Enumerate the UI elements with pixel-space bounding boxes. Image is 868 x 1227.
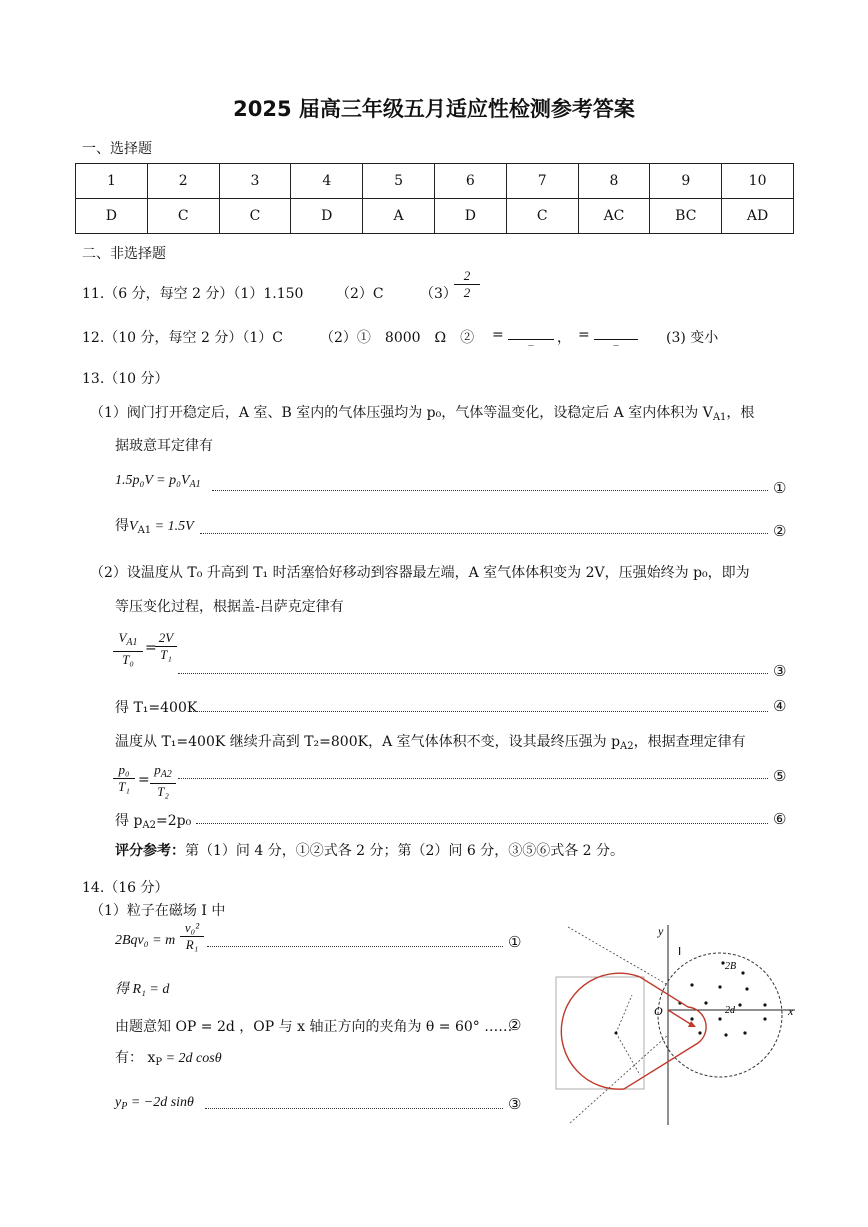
origin-label: O	[654, 1004, 663, 1018]
eq-marker-14-1: ①	[508, 933, 522, 951]
table-row-answers	[76, 199, 794, 234]
q13-f2-pre: 得	[115, 518, 129, 534]
q14-formula5	[115, 1095, 194, 1112]
particle-trajectory	[561, 973, 706, 1089]
q13-f5-den-right: T₂	[157, 784, 169, 799]
q14-f4-text: 有： x	[115, 1050, 156, 1066]
q13-line5-sub: A2	[620, 741, 634, 752]
q12-eq1: =	[492, 327, 504, 343]
eq-marker-6: ⑥	[773, 810, 787, 828]
q11-part1: 11.（6 分，每空 2 分）（1）1.150	[82, 286, 304, 302]
table-cell: AD	[722, 199, 794, 234]
q13-formula6	[115, 810, 191, 831]
table-cell: 1	[76, 164, 148, 199]
q12-comma: ，	[557, 330, 571, 346]
table-cell: 9	[650, 164, 722, 199]
guide-line	[616, 1033, 640, 1075]
q13-f5-left	[113, 762, 135, 795]
y-axis-label: y	[658, 924, 664, 938]
table-cell: BC	[650, 199, 722, 234]
q13-score-text: 第（1）问 4 分，①②式各 2 分；第（2）问 6 分，③⑤⑥式各 2 分。	[185, 843, 625, 859]
q11-fraction	[454, 268, 480, 301]
q13-f5-num-left: p₀	[113, 762, 135, 779]
q13-f5-num-right	[150, 762, 176, 784]
q13-formula1	[115, 473, 201, 490]
center-point	[615, 1032, 618, 1035]
table-row-numbers	[76, 164, 794, 199]
q14-f1-fraction	[180, 920, 204, 953]
trajectory-diagram	[540, 915, 830, 1130]
table-cell: C	[147, 199, 219, 234]
q14-formula4	[115, 1047, 222, 1068]
leader-dots	[200, 533, 768, 534]
q13-f6-text: 得 p	[115, 813, 143, 829]
table-cell: 2	[147, 164, 219, 199]
q11-part2: （2）C	[336, 286, 384, 302]
q12-part3: (3) 变小	[666, 330, 719, 346]
table-cell: 6	[434, 164, 506, 199]
q13-formula2	[115, 515, 194, 536]
q14-f4-end: = 2d cosθ	[162, 1051, 222, 1066]
eq-marker-14-3: ③	[508, 1095, 522, 1113]
leader-dots	[190, 711, 768, 712]
q13-score	[115, 840, 624, 860]
q13-line4: 等压变化过程，根据盖-吕萨克定律有	[115, 599, 344, 615]
q13-line3: （2）设温度从 T₀ 升高到 T₁ 时活塞恰好移动到容器最左端，A 室气体体积变为 2V，压强始终为 p₀，即为	[90, 565, 750, 581]
q13-f6-sub: A2	[142, 820, 157, 831]
q14-formula1-left: 2Bqv₀ = m	[115, 933, 176, 948]
q14-f4-sub: P	[155, 1057, 163, 1068]
q14-f5-end: = −2d sinθ	[127, 1095, 194, 1110]
q11-frac-num: 2	[454, 268, 480, 285]
q13-f5-num-right-sub: A2	[160, 769, 172, 780]
q13-f1-sub: A1	[189, 479, 201, 490]
leader-dots	[196, 823, 768, 824]
eq-marker-2: ②	[773, 522, 787, 540]
eq-marker-1: ①	[773, 479, 787, 497]
q12-blank-1: _	[508, 327, 554, 340]
bounding-rect	[556, 977, 644, 1089]
table-cell: 4	[291, 164, 363, 199]
q13-line1-text: （1）阀门打开稳定后，A 室、B 室内的气体压强均为 p₀，气体等温变化，设稳定后 A 室内体积为 V	[90, 405, 713, 421]
leader-dots	[212, 490, 768, 491]
q13-f3-right	[155, 630, 177, 663]
leader-dots	[178, 673, 768, 674]
q13-f2-end: = 1.5V	[151, 519, 194, 534]
q13-f3-num-right: 2V	[155, 630, 177, 647]
q14-formula3: 由题意知 OP = 2d ，OP 与 x 轴正方向的夹角为 θ = 60° ……	[115, 1019, 513, 1035]
q13-line2: 据玻意耳定律有	[115, 438, 213, 454]
eq-marker-4: ④	[773, 697, 787, 715]
q13-f3-left	[113, 630, 143, 668]
q13-heading: 13.（10 分）	[82, 371, 169, 387]
q13-formula4: 得 T₁=400K	[115, 700, 198, 716]
table-cell: 10	[722, 164, 794, 199]
q11-frac-den: 2	[463, 285, 471, 300]
table-cell: D	[434, 199, 506, 234]
table-cell: D	[76, 199, 148, 234]
table-cell: C	[219, 199, 291, 234]
q13-f5-right	[150, 762, 176, 800]
q13-f6-end: =2p₀	[156, 813, 192, 829]
eq-marker-3: ③	[773, 662, 787, 680]
q13-f1-text: 1.5p₀V = p₀V	[115, 473, 190, 488]
q13-f2-sub: A1	[137, 525, 152, 536]
radius-label: 2d	[725, 1005, 735, 1016]
q13-line5-end: ，根据查理定律有	[633, 734, 746, 750]
table-cell: D	[291, 199, 363, 234]
q13-f2-var: V	[129, 519, 138, 534]
q11-part3: （3）	[420, 286, 457, 302]
q14-line1: （1）粒子在磁场 Ⅰ 中	[90, 903, 226, 919]
leader-dots	[207, 946, 503, 947]
table-cell: 7	[506, 164, 578, 199]
section-choice-heading: 一、选择题	[82, 141, 152, 157]
q14-heading: 14.（16 分）	[82, 880, 169, 896]
section-nonchoice-heading: 二、非选择题	[82, 246, 166, 262]
page-title: 2025 届高三年级五月适应性检测参考答案	[233, 97, 635, 121]
q13-f3-eq: =	[145, 640, 157, 656]
table-cell: 5	[363, 164, 435, 199]
answer-table	[75, 163, 794, 234]
q13-line1-end: ，根	[726, 405, 755, 421]
q12-blank-2: _	[594, 327, 638, 340]
x-axis-label: x	[788, 1004, 794, 1018]
q12-part2: （2）① 8000 Ω ②	[320, 330, 475, 346]
eq-marker-5: ⑤	[773, 767, 787, 785]
guide-line	[570, 1035, 668, 1123]
leader-dots	[205, 1108, 503, 1109]
q13-score-label: 评分参考：	[115, 843, 185, 859]
q14-f5-text: y	[115, 1095, 122, 1110]
q13-line5	[115, 731, 746, 752]
q12-part1: 12.（10 分，每空 2 分）（1）C	[82, 330, 283, 346]
table-cell: AC	[578, 199, 650, 234]
velocity-arrow	[668, 1010, 692, 1025]
q13-f3-den-left: T₀	[122, 652, 134, 667]
eq-marker-14-2: ②	[508, 1016, 522, 1034]
guide-line	[616, 995, 632, 1033]
q13-line1-sub: A1	[712, 412, 727, 423]
q14-formula2: 得 R₁ = d	[115, 982, 170, 997]
q13-line5-text: 温度从 T₁=400K 继续升高到 T₂=800K，A 室气体体积不变，设其最终压强为 p	[115, 734, 621, 750]
q13-f5-num-right-text: p	[154, 762, 161, 777]
q13-f5-den-left: T₁	[118, 779, 130, 794]
region-label: Ⅰ	[678, 946, 682, 958]
q13-f3-den-right: T₁	[160, 647, 172, 662]
q13-f5-eq: =	[138, 772, 150, 788]
q13-f3-num-left-text: V	[118, 630, 127, 645]
q14-f5-sub: P	[121, 1101, 128, 1112]
q12-eq2: =	[578, 327, 590, 343]
q13-line1	[90, 402, 754, 423]
leader-dots	[178, 778, 768, 779]
table-cell: A	[363, 199, 435, 234]
q13-f3-num-left	[113, 630, 143, 652]
table-cell: 3	[219, 164, 291, 199]
guide-line	[568, 927, 668, 985]
q14-f1-den: R₁	[185, 937, 199, 952]
q13-f3-num-left-sub: A1	[126, 637, 138, 648]
table-cell: 8	[578, 164, 650, 199]
table-cell: C	[506, 199, 578, 234]
field-label: 2B	[725, 961, 737, 972]
q14-f1-num: v₀²	[180, 920, 204, 937]
